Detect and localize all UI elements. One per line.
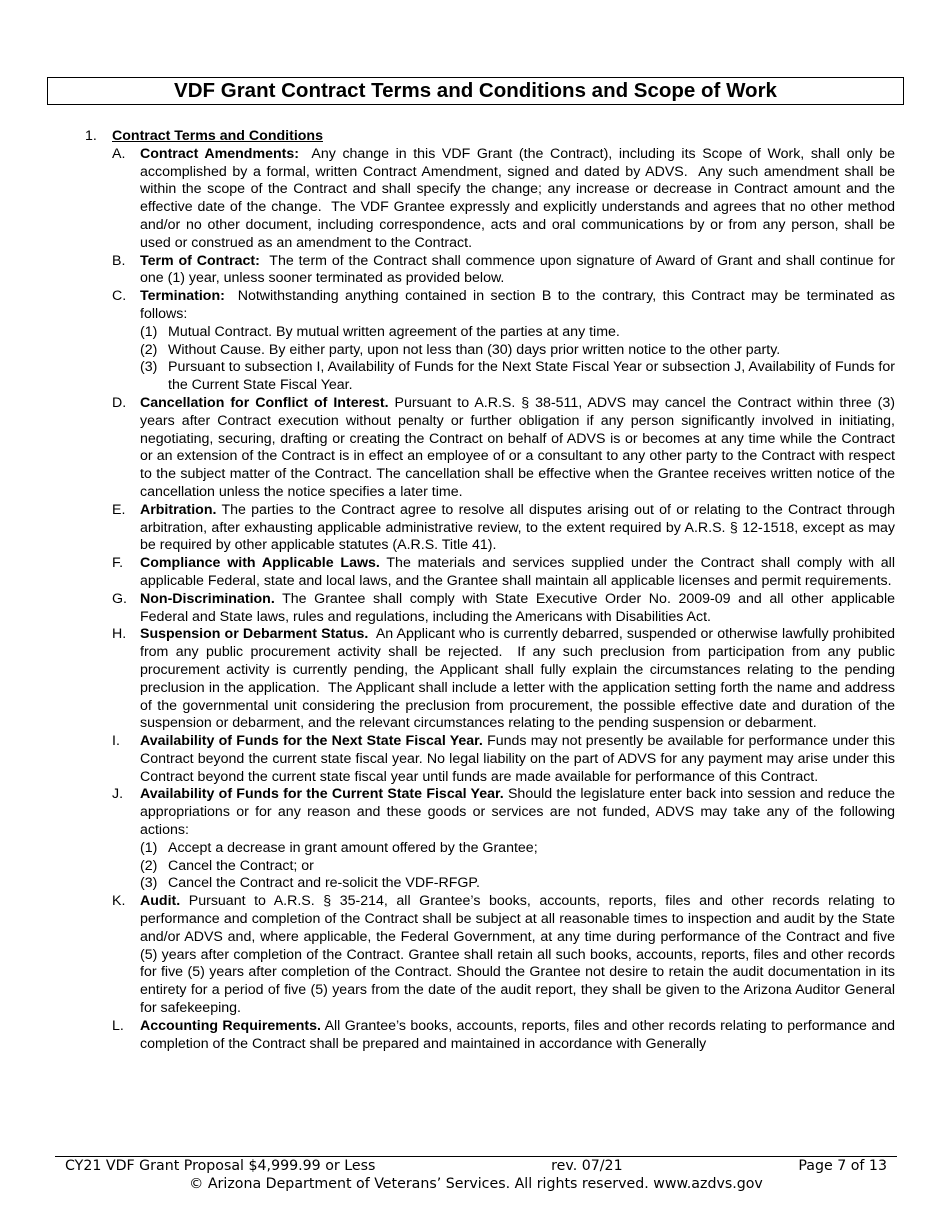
clause-body [140,555,899,591]
clause-body [140,893,899,1018]
clause-heading: Availability of Funds for the Next State Fiscal Year. [140,733,483,750]
clause-item [112,394,899,502]
clause-text: Should the legislature enter back into session and reduce the appropriations or for any reason and these goods or services are not funded, ADVS may take any of the following actions: [140,786,899,839]
clause-paragraph [140,252,899,289]
clause-body [140,145,899,253]
subclause-text: Accept a decrease in grant amount offered by the Grantee; [168,839,538,856]
clause-heading: Term of Contract: [140,252,260,269]
subclause-label: (1) [140,839,158,856]
clause-heading: Audit. [140,893,181,910]
clause-paragraph [140,786,899,839]
section-title: Contract Terms and Conditions [112,128,323,144]
clause-text: Any change in this VDF Grant (the Contract), including its Scope of Work, shall only be accomplished by a formal, written Contract Amendment, signed and dated by ADVS. Any such amendment shall be within the scope of the Contract and shall specify the change; any increase or decrease in Contract amount and the effective date of the change. The VDF Grantee expressly and explicitly understands and agrees that no other method and/or no other document, including correspondence, acts and oral communications by or from any person, shall be used or construed as an amendment to the Contract. [140,145,899,251]
clause-heading: Suspension or Debarment Status. [140,626,369,643]
clause-text: The materials and services supplied under the Contract shall comply with all applicable Federal, state and local laws, and the Grantee shall maintain all applicable licenses and permit requirements. [140,555,899,589]
clause-item [112,288,899,395]
subclause-text: Mutual Contract. By mutual written agreement of the parties at any time. [168,323,620,340]
clause-heading: Arbitration. [140,501,217,518]
clause-item [112,555,899,591]
footer-copyright: © Arizona Department of Veterans’ Services. All rights reserved. www.azdvs.gov [189,1176,763,1192]
clause-text: Pursuant to A.R.S. § 35-214, all Grantee’s books, accounts, reports, files and other records relating to performance and completion of the Contract shall be subject at all reasonable times to inspection and audit by the State and/or ADVS and, where applicable, the Federal Government, at any time during performance of the Contract and five (5) years after completion of the Contract. Grantee shall retain all such books, accounts, reports, files and other records for five (5) years after completion of the Contract. Should the Grantee not desire to retain the audit documentation in its entirety for a period of five (5) years from the date of the audit report, they shall be given to the Arizona Auditor General for safekeeping. [140,893,899,1017]
footer-document-name: CY21 VDF Grant Proposal $4,999.99 or Less [65,1158,376,1174]
clause-paragraph [140,501,899,555]
clause-text: The Grantee shall comply with State Executive Order No. 2009-09 and all other applicable Federal and State laws, rules and regulations, including the Americans with Disabilities Act. [140,590,899,625]
clause-item [112,1017,899,1054]
clause-label: E. [112,501,126,518]
clause-heading: Accounting Requirements. [140,1017,321,1034]
clause-label: B. [112,252,126,269]
subclause-item [140,858,895,876]
page-footer [55,1156,897,1193]
subclause-text: Pursuant to subsection I, Availability of Funds for the Next State Fiscal Year or subsection J, Availability of Funds for the Current State Fiscal Year. [168,359,895,394]
clause-paragraph [140,555,899,591]
clause-text: The term of the Contract shall commence upon signature of Award of Grant and shall continue for one (1) year, unless sooner terminated as provided below. [140,252,899,287]
subclause-item [140,324,895,342]
subclause-label: (1) [140,323,158,340]
subclause-label: (3) [140,359,158,376]
section-heading [85,128,895,146]
clause-label: I. [112,733,120,750]
clause-label: L. [112,1017,124,1034]
clause-item [112,145,899,253]
clause-label: K. [112,893,126,910]
subclause-text: Cancel the Contract; or [168,857,314,874]
clause-item [112,786,899,893]
clause-label: H. [112,626,127,643]
subclause-item [140,875,895,893]
clause-paragraph [140,590,899,627]
clause-heading: Availability of Funds for the Current State Fiscal Year. [140,786,504,803]
clause-paragraph [140,288,899,324]
clause-item [112,893,899,1018]
clause-item [112,733,899,786]
clause-label: D. [112,394,127,411]
clause-heading: Compliance with Applicable Laws. [140,555,380,572]
subclause-label: (2) [140,341,158,358]
clause-item [112,252,899,289]
clause-body [140,501,899,555]
subclause-item [140,342,895,360]
clause-text: An Applicant who is currently debarred, suspended or otherwise lawfully prohibited from any public procurement activity shall be rejected. If any such preclusion from participation from any public procurement activity is currently pending, the Applicant shall fully explain the circumstances relating to the pending preclusion in the application. The Applicant shall include a letter with the application setting forth the name and address of the governmental unit considering the preclusion from procurement, the possible effective date and duration of the suspension or debarment, and the relevant circumstances relating to the pending suspension or debarment. [140,626,899,732]
clause-paragraph [140,733,899,786]
clause-label: A. [112,145,126,162]
clause-body [140,252,899,289]
clause-paragraph [140,1017,899,1054]
subclause-label: (3) [140,875,158,892]
clause-heading: Non-Discrimination. [140,590,275,607]
clause-paragraph [140,893,899,1018]
document-body [85,128,899,1053]
clause-text: All Grantee’s books, accounts, reports, files and other records relating to performance and completion of the Contract shall be prepared and maintained in accordance with Generally [140,1017,899,1052]
clause-text: Pursuant to A.R.S. § 38-511, ADVS may cancel the Contract within three (3) years after Contract execution without penalty or further obligation if any person significantly involved in initiating, negotiating, securing, drafting or creating the Contract on behalf of ADVS is or becomes at any time while the Contract or an extension of the Contract is in effect an employee of or a consultant to any other party to the Contract with respect to the subject matter of the Contract. The cancellation shall be effective when the Grantee receives written notice of the cancellation unless the notice specifies a later time. [140,394,899,500]
footer-revision: rev. 07/21 [551,1158,623,1174]
clause-item [112,590,899,627]
footer-info-row [55,1157,897,1175]
subclause-label: (2) [140,857,158,874]
clause-item [112,626,899,733]
subclause-text: Cancel the Contract and re-solicit the VDF-RFGP. [168,875,480,892]
clause-body [140,288,899,395]
clause-list [85,145,899,1054]
clause-paragraph [140,145,899,253]
clause-body [140,733,899,786]
clause-paragraph [140,626,899,733]
subclause-item [140,359,895,395]
clause-text: Funds may not presently be available for performance under this Contract beyond the current state fiscal year. No legal liability on the part of ADVS for any payment may arise under this Contract beyond the current state fiscal year until funds are made available for performance of this Contract. [140,733,899,785]
clause-label: F. [112,555,124,572]
clause-text: Notwithstanding anything contained in section B to the contrary, this Contract may be terminated as follows: [140,288,899,322]
clause-text: The parties to the Contract agree to resolve all disputes arising out of or relating to the Contract through arbitration, after exhausting applicable administrative review, to the extent required by A.R.S. § 12-1518, except as may be required by other applicable statutes (A.R.S. Title 41). [140,501,899,554]
clause-heading: Termination: [140,288,225,305]
clause-heading: Cancellation for Conflict of Interest. [140,394,389,411]
clause-item [112,501,899,555]
clause-body [140,1017,899,1054]
clause-label: C. [112,288,127,305]
subclause-text: Without Cause. By either party, upon not less than (30) days prior written notice to the other party. [168,341,781,358]
clause-heading: Contract Amendments: [140,145,299,162]
clause-paragraph [140,394,899,502]
clause-body [140,626,899,733]
clause-body [140,786,899,893]
footer-page-number: Page 7 of 13 [798,1158,887,1174]
clause-body [140,394,899,502]
clause-label: J. [112,786,124,803]
clause-label: G. [112,590,127,607]
clause-body [140,590,899,627]
subclause-item [140,840,895,858]
page-title: VDF Grant Contract Terms and Conditions and Scope of Work [47,77,904,105]
section-number: 1. [85,128,97,144]
